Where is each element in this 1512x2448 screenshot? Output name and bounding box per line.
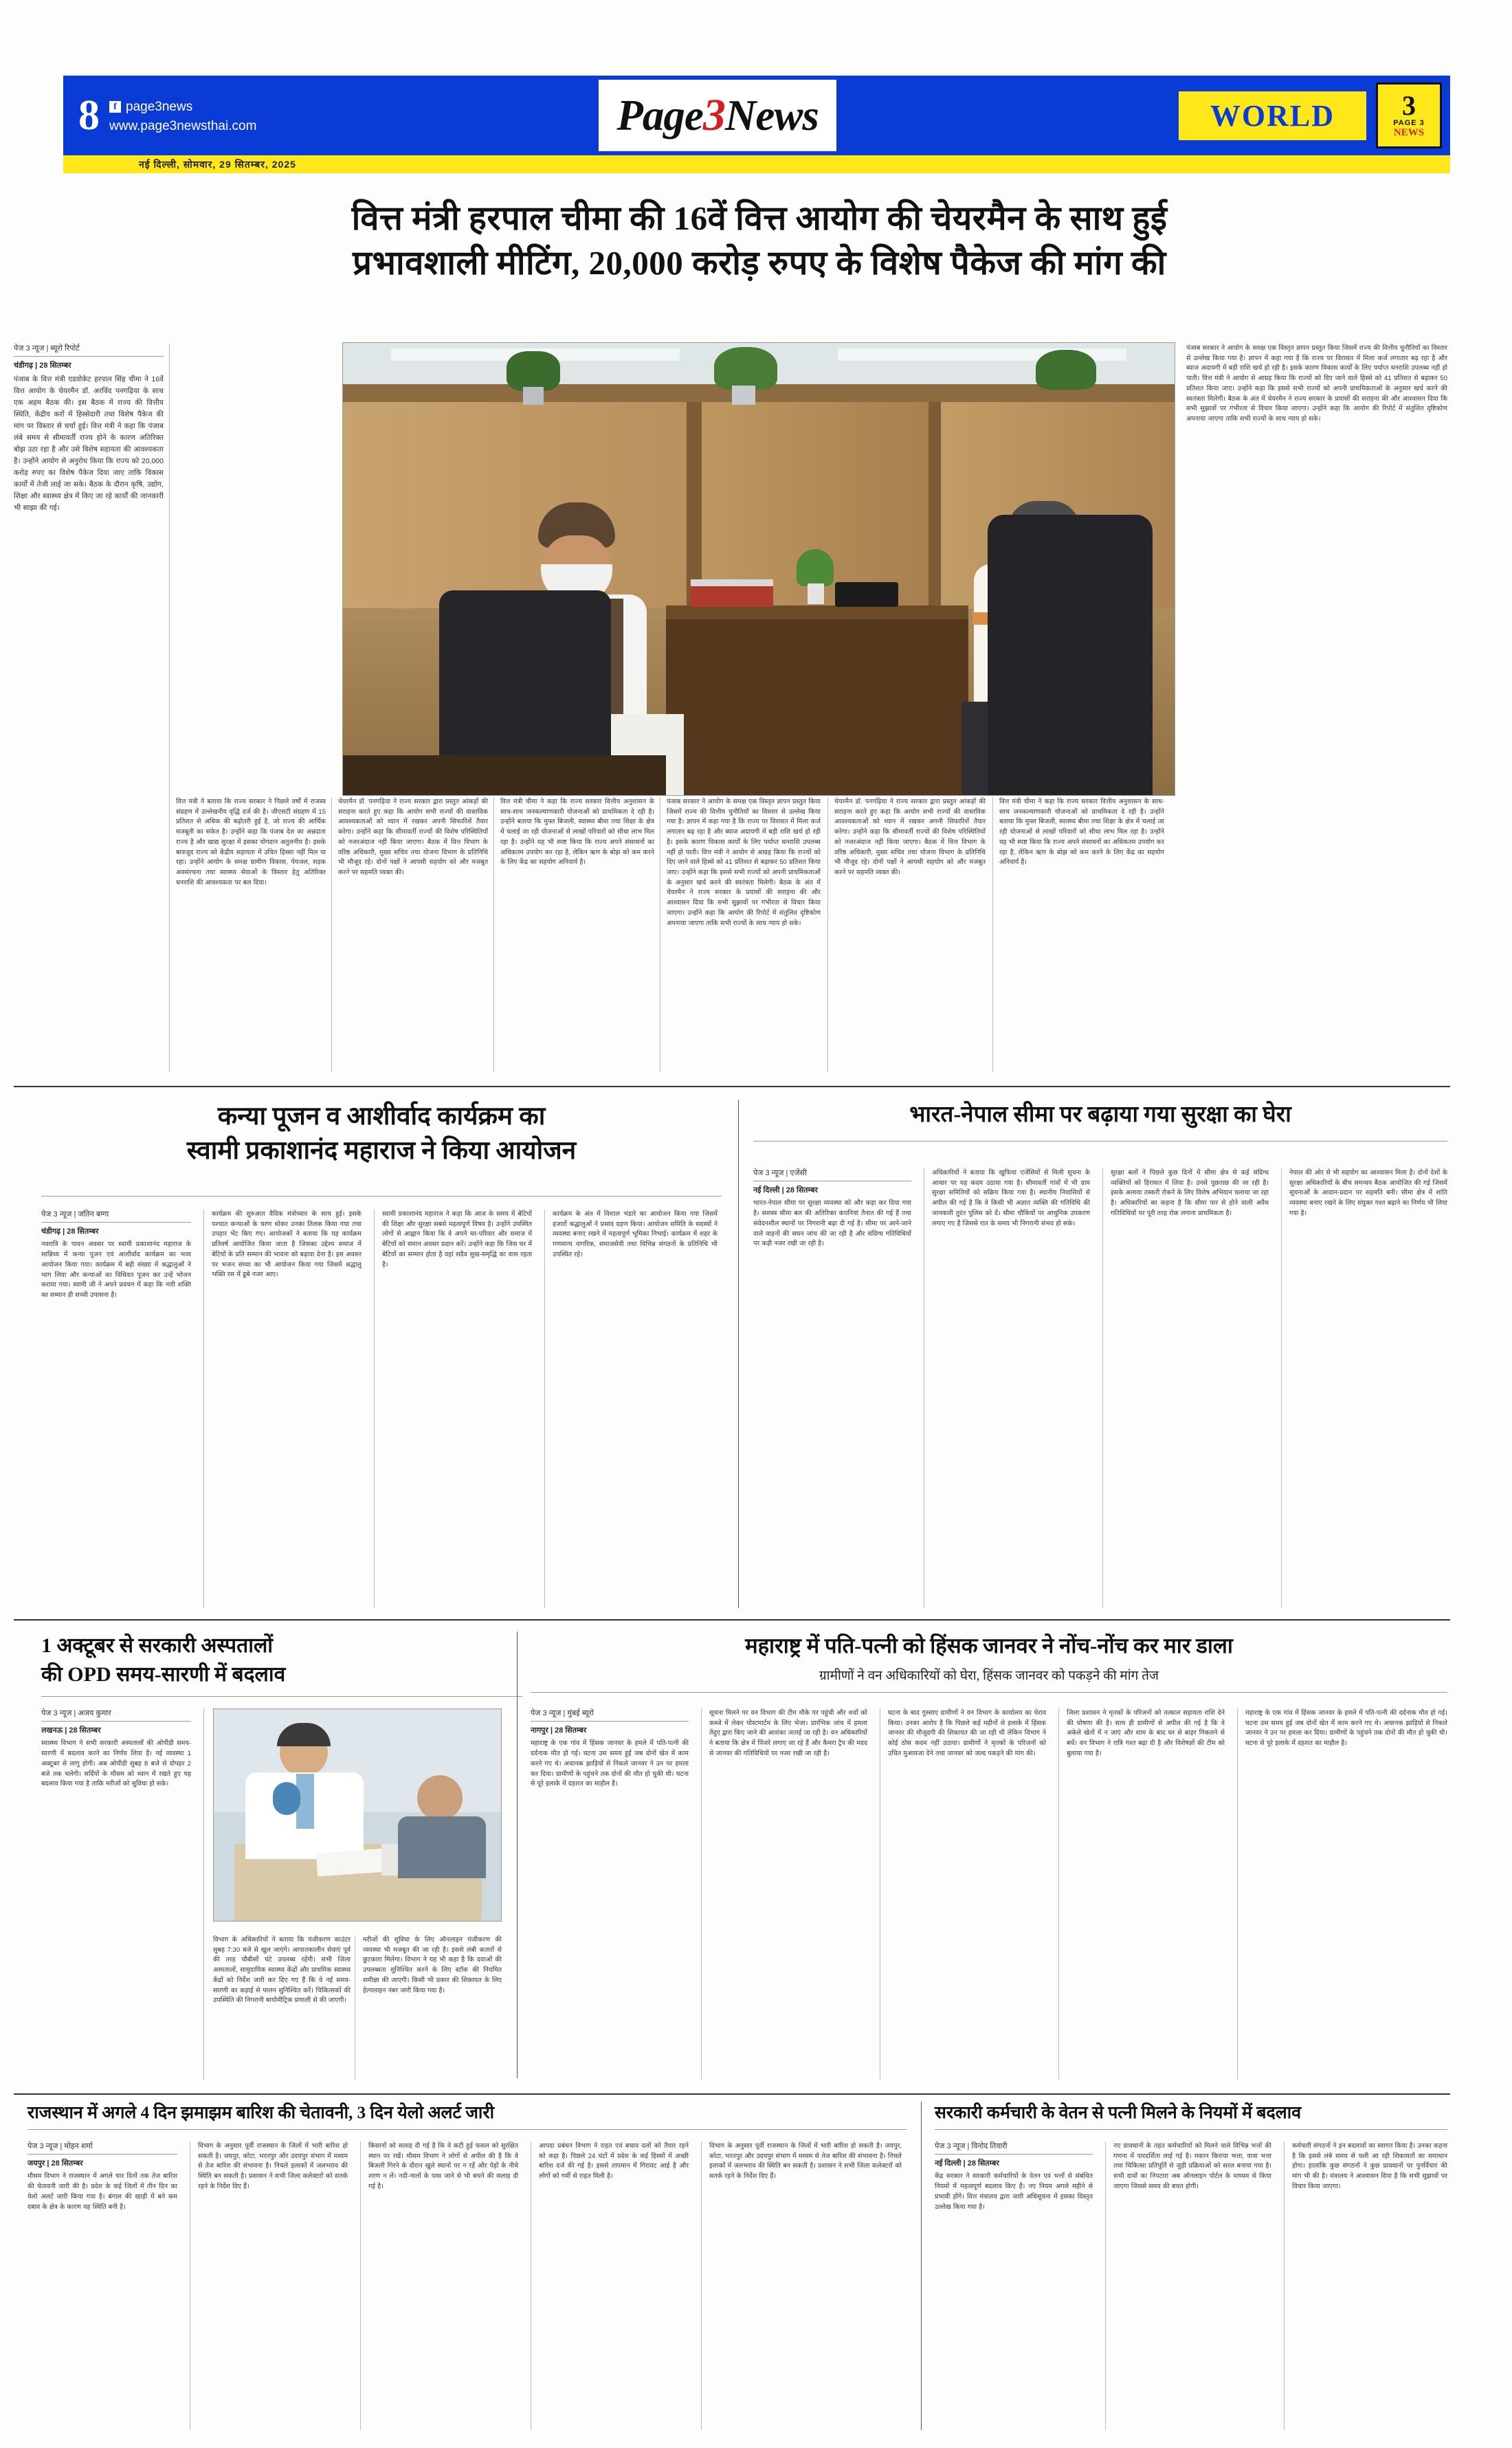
body-text: महाराष्ट्र के एक गांव में हिंसक जानवर के हमले में पति-पत्नी की दर्दनाक मौत हो गई। घटना उस समय हुई जब दोनों खेत में काम करने गए थे। अचानक झाड़ियों से निकले जानवर ने उन पर हमला कर दिया। ग्रामीणों के पहुंचने तक दोनों की मौत हो चुकी थी। घटना से पूरे इलाके में दहशत का माहौल है। [1245, 1709, 1447, 1748]
page-number: 8 [78, 92, 100, 139]
byline: पेज 3 न्यूज | अजय कुमार [41, 1709, 191, 1722]
masthead-logo [599, 80, 836, 151]
body-text: स्वास्थ्य विभाग ने सभी सरकारी अस्पतालों की ओपीडी समय-सारणी में बदलाव करने का निर्णय लिया है। नई व्यवस्था 1 अक्टूबर से लागू होगी। अब ओपीडी सुबह 8 बजे से दोपहर 2 बजे तक चलेगी। सर्दियों के मौसम को ध्यान में रखते हुए यह बदलाव किया गया है ताकि मरीजों को सुविधा हो सके। [41, 1739, 191, 1788]
maharashtra-subhead [531, 1666, 1447, 1684]
rajasthan-column-2 [198, 2141, 348, 2430]
lead-headline [69, 197, 1450, 285]
body-text: चेयरमैन डॉ. पनगढ़िया ने राज्य सरकार द्वारा प्रस्तुत आंकड़ों की सराहना करते हुए कहा कि आयोग सभी राज्यों की वास्तविक आवश्यकताओं को ध्यान में रखकर अपनी सिफारिशें तैयार करेगा। उन्होंने कहा कि सीमावर्ती राज्यों की विशेष परिस्थितियों को नजरअंदाज नहीं किया जाएगा। बैठक में वित्त विभाग के वरिष्ठ अधिकारी, मुख्य सचिव तथा योजना विभाग के प्रतिनिधि भी मौजूद रहे। दोनों पक्षों ने आपसी सहयोग को और मजबूत करने पर सहमति व्यक्त की। [338, 798, 488, 877]
kanya-column-3 [382, 1210, 532, 1608]
social-handle: page3news [126, 99, 193, 114]
border-headline-text: भारत-नेपाल सीमा पर बढ़ाया गया सुरक्षा का घेरा [909, 1102, 1291, 1127]
body-text: नवरात्रि के पावन अवसर पर स्वामी प्रकाशानंद महाराज के सान्निध्य में कन्या पूजन एवं आशीर्वाद कार्यक्रम का भव्य आयोजन किया गया। कार्यक्रम में बड़ी संख्या में श्रद्धालुओं ने भाग लिया और कन्याओं का विधिवत पूजन कर उन्हें भोजन कराया गया। स्वामी जी ने अपने प्रवचन में कहा कि नारी शक्ति का सम्मान ही सच्ची उपासना है। [41, 1240, 191, 1299]
body-text: नेपाल की ओर से भी सहयोग का आश्वासन मिला है। दोनों देशों के सुरक्षा अधिकारियों के बीच समन्वय बैठक आयोजित की गई जिसमें सूचनाओं के आदान-प्रदान पर सहमति बनी। सीमा क्षेत्र में शांति व्यवस्था बनाए रखने के लिए संयुक्त गश्त बढ़ाने का निर्णय भी लिया गया है। [1289, 1169, 1447, 1217]
lead-column-5 [667, 797, 821, 1072]
body-text: केंद्र सरकार ने सरकारी कर्मचारियों के वेतन एवं भत्तों से संबंधित नियमों में महत्वपूर्ण बदलाव किए हैं। नए नियम अगले महीने से प्रभावी होंगे। वित्त मंत्रालय द्वारा जारी अधिसूचना में इसका विस्तृत उल्लेख किया गया है। [935, 2172, 1093, 2211]
opd-column-2 [213, 1935, 351, 2080]
logo-part3: News [724, 91, 819, 140]
opd-headline-line2: की OPD समय-सारणी में बदलाव [41, 1663, 286, 1686]
body-text: मरीजों की सुविधा के लिए ऑनलाइन पंजीकरण की व्यवस्था भी मजबूत की जा रही है। इससे लंबी कतारों से छुटकारा मिलेगा। विभाग ने यह भी कहा है कि दवाओं की उपलब्धता सुनिश्चित करने के लिए स्टॉक की नियमित समीक्षा की जाएगी। किसी भी प्रकार की शिकायत के लिए हेल्पलाइन नंबर जारी किया गया है। [363, 1936, 502, 1994]
byline: पेज 3 न्यूज | मोहन शर्मा [27, 2141, 177, 2155]
logo-part2: 3 [702, 90, 725, 140]
lead-column-right [1186, 344, 1447, 1072]
maharashtra-subhead-text: ग्रामीणों ने वन अधिकारियों को घेरा, हिंसक जानवर को पकड़ने की मांग तेज [819, 1669, 1159, 1683]
body-text: कार्यक्रम के अंत में विशाल भंडारे का आयोजन किया गया जिसमें हजारों श्रद्धालुओं ने प्रसाद ग्रहण किया। आयोजन समिति के सदस्यों ने व्यवस्था बनाए रखने में महत्वपूर्ण भूमिका निभाई। कार्यक्रम में शहर के गणमान्य नागरिक, समाजसेवी तथा विभिन्न संगठनों के प्रतिनिधि भी उपस्थित रहे। [553, 1210, 718, 1258]
dateline: नई दिल्ली | 28 सितम्बर [935, 2159, 999, 2168]
body-text: पंजाब सरकार ने आयोग के समक्ष एक विस्तृत ज्ञापन प्रस्तुत किया जिसमें राज्य की वित्तीय चुनौतियों का विस्तार से उल्लेख किया गया है। ज्ञापन में कहा गया है कि राज्य पर विरासत में मिला कर्ज लगातार बढ़ रहा है और ब्याज अदायगी में बड़ी राशि खर्च हो रही है। इसके कारण विकास कार्यों के लिए पर्याप्त धनराशि उपलब्ध नहीं हो पाती। वित्त मंत्री ने आयोग से आग्रह किया कि राज्यों को दिए जाने वाले हिस्से को 41 प्रतिशत से बढ़ाकर 50 प्रतिशत किया जाए। उन्होंने कहा कि इससे सभी राज्यों को अपनी प्राथमिकताओं के अनुसार खर्च करने की स्वतंत्रता मिलेगी। बैठक के अंत में चेयरमैन ने राज्य सरकार के प्रयासों की सराहना की और आश्वासन दिया कि सभी सुझावों पर गंभीरता से विचार किया जाएगा। उन्होंने कहा कि आयोग की रिपोर्ट में संतुलित दृष्टिकोण अपनाया जाएगा ताकि सभी राज्यों के साथ न्याय हो सके। [1186, 344, 1447, 423]
rajasthan-headline [27, 2102, 907, 2125]
lead-column-3 [338, 797, 488, 1072]
salary-column-1 [935, 2141, 1093, 2430]
border-column-1 [753, 1168, 911, 1608]
body-text: चेयरमैन डॉ. पनगढ़िया ने राज्य सरकार द्वारा प्रस्तुत आंकड़ों की सराहना करते हुए कहा कि आयोग सभी राज्यों की वास्तविक आवश्यकताओं को ध्यान में रखकर अपनी सिफारिशें तैयार करेगा। उन्होंने कहा कि सीमावर्ती राज्यों की विशेष परिस्थितियों को नजरअंदाज नहीं किया जाएगा। बैठक में वित्त विभाग के वरिष्ठ अधिकारी, मुख्य सचिव तथा योजना विभाग के प्रतिनिधि भी मौजूद रहे। दोनों पक्षों ने आपसी सहयोग को और मजबूत करने पर सहमति व्यक्त की। [834, 798, 986, 877]
byline: पेज 3 न्यूज | ब्यूरो रिपोर्ट [14, 344, 164, 357]
salary-column-2 [1113, 2141, 1271, 2430]
dateline: चंडीगढ़ | 28 सितम्बर [14, 361, 71, 370]
body-text: आपदा प्रबंधन विभाग ने राहत एवं बचाव दलों को तैयार रहने को कहा है। पिछले 24 घंटों में प्रदेश के कई हिस्सों में अच्छी बारिश दर्ज की गई है। इससे तापमान में गिरावट आई है और लोगों को गर्मी से राहत मिली है। [539, 2142, 689, 2181]
body-text: सुरक्षा बलों ने पिछले कुछ दिनों में सीमा क्षेत्र से कई संदिग्ध व्यक्तियों को हिरासत में लिया है। उनसे पूछताछ की जा रही है। इसके अलावा तस्करी रोकने के लिए विशेष अभियान चलाया जा रहा है। अधिकारियों का कहना है कि सीमा पार से होने वाली अवैध गतिविधियों पर पूरी तरह रोक लगाना प्राथमिकता है। [1111, 1169, 1269, 1217]
body-text: कर्मचारी संगठनों ने इन बदलावों का स्वागत किया है। उनका कहना है कि इससे लंबे समय से चली आ रही शिकायतों का समाधान होगा। हालांकि कुछ संगठनों ने कुछ प्रावधानों पर पुनर्विचार की मांग भी की है। मंत्रालय ने आश्वासन दिया है कि सभी सुझावों पर विचार किया जाएगा। [1292, 2142, 1447, 2190]
body-text: वित्त मंत्री चीमा ने कहा कि राज्य सरकार वित्तीय अनुशासन के साथ-साथ जनकल्याणकारी योजनाओं को प्राथमिकता दे रही है। उन्होंने बताया कि मुफ्त बिजली, स्वास्थ्य बीमा तथा शिक्षा के क्षेत्र में चलाई जा रही योजनाओं से लाखों परिवारों को सीधा लाभ मिल रहा है। उन्होंने यह भी स्पष्ट किया कि राज्य अपने संसाधनों का अधिकतम उपयोग कर रहा है, लेकिन ऋण के बोझ को कम करने के लिए केंद्र का सहयोग अनिवार्य है। [500, 798, 654, 867]
body-text: घटना के बाद गुस्साए ग्रामीणों ने वन विभाग के कार्यालय का घेराव किया। उनका आरोप है कि पिछले कई महीनों से इलाके में हिंसक जानवर की मौजूदगी की शिकायत की जा रही थी लेकिन विभाग ने कोई ठोस कदम नहीं उठाया। ग्रामीणों ने मृतकों के परिजनों को उचित मुआवजा देने तथा जानवर को जल्द पकड़ने की मांग की। [888, 1709, 1046, 1757]
website-url: www.page3newsthai.com [109, 119, 257, 133]
body-text: कार्यक्रम की शुरुआत वैदिक मंत्रोच्चार के साथ हुई। इसके पश्चात कन्याओं के चरण धोकर उनका तिलक किया गया तथा उपहार भेंट किए गए। आयोजकों ने बताया कि यह कार्यक्रम प्रतिवर्ष आयोजित किया जाता है जिसका उद्देश्य समाज में बेटियों के प्रति सम्मान की भावना को बढ़ावा देना है। इस अवसर पर भजन संध्या का भी आयोजन किया गया जिसमें श्रद्धालु भक्ति रस में डूबे नजर आए। [212, 1210, 362, 1279]
masthead [63, 76, 1450, 155]
body-text: भारत-नेपाल सीमा पर सुरक्षा व्यवस्था को और कड़ा कर दिया गया है। सशस्त्र सीमा बल की अतिरिक्त कंपनियां तैनात की गई हैं तथा संवेदनशील स्थानों पर निगरानी बढ़ा दी गई है। सीमा पर आने-जाने वाले वाहनों की सघन जांच की जा रही है और संदिग्ध गतिविधियों पर कड़ी नजर रखी जा रही है। [753, 1199, 911, 1248]
badge-number: 3 [1402, 89, 1416, 121]
masthead-logo-wrap [256, 80, 1178, 151]
badge-news: NEWS [1393, 126, 1425, 138]
kanya-headline-line2: स्वामी प्रकाशानंद महाराज ने किया आयोजन [186, 1136, 577, 1165]
salary-headline [935, 2102, 1447, 2125]
rajasthan-headline-text: राजस्थान में अगले 4 दिन झमाझम बारिश की चेतावनी, 3 दिन येलो अलर्ट जारी [27, 2104, 495, 2122]
body-text: विभाग के अनुसार पूर्वी राजस्थान के जिलों में भारी बारिश हो सकती है। जयपुर, कोटा, भरतपुर और उदयपुर संभाग में मध्यम से तेज बारिश की संभावना है। निचले इलाकों में जलभराव की स्थिति बन सकती है। प्रशासन ने सभी जिला कलेक्टरों को सतर्क रहने के निर्देश दिए हैं। [709, 2142, 902, 2181]
body-text: वित्त मंत्री चीमा ने कहा कि राज्य सरकार वित्तीय अनुशासन के साथ-साथ जनकल्याणकारी योजनाओं को प्राथमिकता दे रही है। उन्होंने बताया कि मुफ्त बिजली, स्वास्थ्य बीमा तथा शिक्षा के क्षेत्र में चलाई जा रही योजनाओं से लाखों परिवारों को सीधा लाभ मिल रहा है। उन्होंने यह भी स्पष्ट किया कि राज्य अपने संसाधनों का अधिकतम उपयोग कर रहा है, लेकिन ऋण के बोझ को कम करने के लिए केंद्र का सहयोग अनिवार्य है। [999, 798, 1164, 867]
masthead-social [109, 95, 256, 137]
opd-headline [41, 1632, 522, 1689]
maharashtra-column-3 [888, 1709, 1046, 2080]
opd-column-1 [41, 1709, 191, 2080]
kanya-column-1 [41, 1210, 191, 1608]
maharashtra-column-4 [1067, 1709, 1225, 2080]
page3-badge [1376, 82, 1442, 148]
body-text: मौसम विभाग ने राजस्थान में अगले चार दिनों तक तेज बारिश की चेतावनी जारी की है। प्रदेश के कई जिलों में तीन दिन का येलो अलर्ट जारी किया गया है। बंगाल की खाड़ी में बने कम दबाव के क्षेत्र के कारण यह स्थिति बनी है। [27, 2172, 177, 2211]
dateline: नागपुर | 28 सितम्बर [531, 1726, 587, 1735]
dateline: जयपुर | 28 सितम्बर [27, 2159, 83, 2168]
body-text: पंजाब के वित्त मंत्री एडवोकेट हरपाल सिंह चीमा ने 16वें वित्त आयोग के चेयरमैन डॉ. अरविंद पनगढ़िया के साथ एक अहम बैठक की। इस बैठक में राज्य की वित्तीय स्थिति, केंद्रीय करों में हिस्सेदारी तथा विशेष पैकेज की मांग पर विस्तार से चर्चा हुई। वित्त मंत्री ने कहा कि पंजाब लंबे समय से सीमावर्ती राज्य होने के कारण अतिरिक्त बोझ उठा रहा है और उसे विशेष सहायता की आवश्यकता है। उन्होंने आयोग से अनुरोध किया कि राज्य को 20,000 करोड़ रुपए का विशेष पैकेज दिया जाए ताकि विकास कार्यों में तेजी लाई जा सके। बैठक के दौरान कृषि, उद्योग, शिक्षा और स्वास्थ्य क्षेत्र में किए जा रहे कार्यों की जानकारी भी साझा की गई। [14, 375, 164, 513]
kanya-headline-line1: कन्या पूजन व आशीर्वाद कार्यक्रम का [217, 1102, 546, 1131]
body-text: नए प्रावधानों के तहत कर्मचारियों को मिलने वाले विभिन्न भत्तों की गणना में पारदर्शिता लाई गई है। मकान किराया भत्ता, यात्रा भत्ता तथा चिकित्सा प्रतिपूर्ति से जुड़ी प्रक्रियाओं को सरल बनाया गया है। सभी दावों का निपटारा अब ऑनलाइन पोर्टल के माध्यम से किया जाएगा जिससे समय की बचत होगी। [1113, 2142, 1271, 2190]
body-text: किसानों को सलाह दी गई है कि वे कटी हुई फसल को सुरक्षित स्थान पर रखें। मौसम विभाग ने लोगों से अपील की है कि वे बिजली गिरने के दौरान खुले स्थानों पर न रहें और पेड़ों के नीचे शरण न लें। नदी-नालों के पास जाने से भी बचने की सलाह दी गई है। [368, 2142, 518, 2190]
lead-column-2 [176, 797, 326, 1072]
border-column-2 [932, 1168, 1090, 1608]
salary-column-3 [1292, 2141, 1447, 2430]
maharashtra-column-5 [1245, 1709, 1447, 2080]
body-text: जिला प्रशासन ने मृतकों के परिजनों को तत्काल सहायता राशि देने की घोषणा की है। साथ ही ग्रामीणों से अपील की गई है कि वे अकेले खेतों में न जाएं और शाम के बाद घर से बाहर निकलने से बचें। वन विभाग ने रात्रि गश्त बढ़ा दी है और विशेषज्ञों की टीम को बुलाया गया है। [1067, 1709, 1225, 1757]
kanya-column-2 [212, 1210, 362, 1608]
opd-headline-line1: 1 अक्टूबर से सरकारी अस्पतालों [41, 1634, 274, 1657]
badge-sub: PAGE 3 [1393, 118, 1425, 127]
kanya-headline [41, 1100, 722, 1168]
byline: पेज 3 न्यूज | मुंबई ब्यूरो [531, 1709, 689, 1722]
byline: पेज 3 न्यूज | एजेंसी [753, 1168, 911, 1181]
maharashtra-headline [531, 1632, 1447, 1660]
border-column-4 [1289, 1168, 1447, 1608]
lead-headline-line1: वित्त मंत्री हरपाल चीमा की 16वें वित्त आयोग की चेयरमैन के साथ हुई [351, 199, 1168, 237]
body-text: महाराष्ट्र के एक गांव में हिंसक जानवर के हमले में पति-पत्नी की दर्दनाक मौत हो गई। घटना उस समय हुई जब दोनों खेत में काम करने गए थे। अचानक झाड़ियों से निकले जानवर ने उन पर हमला कर दिया। ग्रामीणों के पहुंचने तक दोनों की मौत हो चुकी थी। घटना से पूरे इलाके में दहशत का माहौल है। [531, 1739, 689, 1788]
maharashtra-headline-text: महाराष्ट्र में पति-पत्नी को हिंसक जानवर ने नोंच-नोंच कर मार डाला [745, 1634, 1233, 1658]
dateline: चंडीगढ़ | 28 सितम्बर [41, 1227, 99, 1236]
opd-column-3 [363, 1935, 502, 2080]
lead-column-4 [500, 797, 654, 1072]
body-text: वित्त मंत्री ने बताया कि राज्य सरकार ने पिछले वर्षों में राजस्व संग्रहण में उल्लेखनीय वृद्धि दर्ज की है। जीएसटी संग्रहण में 15 प्रतिशत से अधिक की बढ़ोतरी हुई है, जो राज्य की आर्थिक मजबूती का संकेत है। उन्होंने कहा कि पंजाब देश का अन्नदाता राज्य है और खाद्य सुरक्षा में इसका योगदान अतुलनीय है। इसके बावजूद राज्य को केंद्रीय सहायता में उचित हिस्सा नहीं मिल पा रहा। उन्होंने आयोग के समक्ष ग्रामीण विकास, पेयजल, सड़क अवसंरचना तथा स्वास्थ्य सेवाओं के विस्तार हेतु अतिरिक्त धनराशि की आवश्यकता पर बल दिया। [176, 798, 326, 887]
dateline: नई दिल्ली | 28 सितम्बर [753, 1186, 818, 1195]
lead-column-1 [14, 344, 164, 1072]
dateline: लखनऊ | 28 सितम्बर [41, 1726, 101, 1735]
maharashtra-column-1 [531, 1709, 689, 2080]
rajasthan-column-3 [368, 2141, 518, 2430]
doctor-consultation-photo [213, 1709, 502, 1922]
border-column-3 [1111, 1168, 1269, 1608]
body-text: सूचना मिलने पर वन विभाग की टीम मौके पर पहुंची और शवों को कब्जे में लेकर पोस्टमार्टम के लिए भेजा। प्रारंभिक जांच में हमला तेंदुए द्वारा किए जाने की आशंका जताई जा रही है। वन अधिकारियों ने बताया कि क्षेत्र में पिंजरे लगाए जा रहे हैं और कैमरा ट्रैप की मदद से जानवर की गतिविधियों पर नजर रखी जा रही है। [709, 1709, 867, 1757]
kanya-column-4 [553, 1210, 718, 1608]
rajasthan-column-5 [709, 2141, 902, 2430]
body-text: विभाग के अधिकारियों ने बताया कि पंजीकरण काउंटर सुबह 7:30 बजे से खुल जाएंगे। आपातकालीन सेवाएं पूर्व की तरह चौबीसों घंटे उपलब्ध रहेंगी। सभी जिला अस्पतालों, सामुदायिक स्वास्थ्य केंद्रों और प्राथमिक स्वास्थ्य केंद्रों को निर्देश जारी कर दिए गए हैं कि वे नई समय-सारणी का कड़ाई से पालन सुनिश्चित करें। चिकित्सकों की उपस्थिति की निगरानी बायोमीट्रिक प्रणाली से की जाएगी। [213, 1936, 351, 2005]
meeting-photo [342, 342, 1175, 796]
body-text: स्वामी प्रकाशानंद महाराज ने कहा कि आज के समय में बेटियों की शिक्षा और सुरक्षा सबसे महत्वपूर्ण विषय है। उन्होंने उपस्थित लोगों से आह्वान किया कि वे अपने घर-परिवार और समाज में बेटियों को समान अवसर प्रदान करें। उन्होंने कहा कि जिस घर में बेटियों का सम्मान होता है वहां सदैव सुख-समृद्धि का वास रहता है। [382, 1210, 532, 1269]
body-text: पंजाब सरकार ने आयोग के समक्ष एक विस्तृत ज्ञापन प्रस्तुत किया जिसमें राज्य की वित्तीय चुनौतियों का विस्तार से उल्लेख किया गया है। ज्ञापन में कहा गया है कि राज्य पर विरासत में मिला कर्ज लगातार बढ़ रहा है और ब्याज अदायगी में बड़ी राशि खर्च हो रही है। इसके कारण विकास कार्यों के लिए पर्याप्त धनराशि उपलब्ध नहीं हो पाती। वित्त मंत्री ने आयोग से आग्रह किया कि राज्यों को दिए जाने वाले हिस्से को 41 प्रतिशत से बढ़ाकर 50 प्रतिशत किया जाए। उन्होंने कहा कि इससे सभी राज्यों को अपनी प्राथमिकताओं के अनुसार खर्च करने की स्वतंत्रता मिलेगी। बैठक के अंत में चेयरमैन ने राज्य सरकार के प्रयासों की सराहना की और आश्वासन दिया कि सभी सुझावों पर गंभीरता से विचार किया जाएगा। उन्होंने कहा कि आयोग की रिपोर्ट में संतुलित दृष्टिकोण अपनाया जाएगा ताकि सभी राज्यों के साथ न्याय हो सके। [667, 798, 821, 927]
rajasthan-column-4 [539, 2141, 689, 2430]
date-bar: नई दिल्ली, सोमवार, 29 सितम्बर, 2025 [63, 155, 1450, 173]
lead-headline-line2: प्रभावशाली मीटिंग, 20,000 करोड़ रुपए के विशेष पैकेज की मांग की [353, 243, 1166, 282]
section-label: WORLD [1179, 91, 1366, 140]
body-text: विभाग के अनुसार पूर्वी राजस्थान के जिलों में भारी बारिश हो सकती है। जयपुर, कोटा, भरतपुर और उदयपुर संभाग में मध्यम से तेज बारिश की संभावना है। निचले इलाकों में जलभराव की स्थिति बन सकती है। प्रशासन ने सभी जिला कलेक्टरों को सतर्क रहने के निर्देश दिए हैं। [198, 2142, 348, 2190]
body-text: अधिकारियों ने बताया कि खुफिया एजेंसियों से मिली सूचना के आधार पर यह कदम उठाया गया है। सीमावर्ती गांवों में भी ग्राम सुरक्षा समितियों को सक्रिय किया गया है। स्थानीय निवासियों से अपील की गई है कि वे किसी भी अज्ञात व्यक्ति की गतिविधि की जानकारी तुरंत पुलिस को दें। सीमा चौकियों पर आधुनिक उपकरण लगाए गए हैं जिससे रात के समय भी निगरानी संभव हो सके। [932, 1169, 1090, 1227]
byline: पेज 3 न्यूज | विनोद तिवारी [935, 2141, 1093, 2155]
facebook-icon: f [109, 101, 121, 113]
lead-column-6 [834, 797, 986, 1072]
byline: पेज 3 न्यूज | जतिन बग्गा [41, 1210, 191, 1223]
logo-part1: Page [616, 91, 703, 140]
salary-headline-text: सरकारी कर्मचारी के वेतन से पत्नी मिलने के नियमों में बदलाव [935, 2104, 1302, 2122]
border-headline [753, 1100, 1447, 1131]
lead-column-7 [999, 797, 1164, 1072]
rajasthan-column-1 [27, 2141, 177, 2430]
maharashtra-column-2 [709, 1709, 867, 2080]
